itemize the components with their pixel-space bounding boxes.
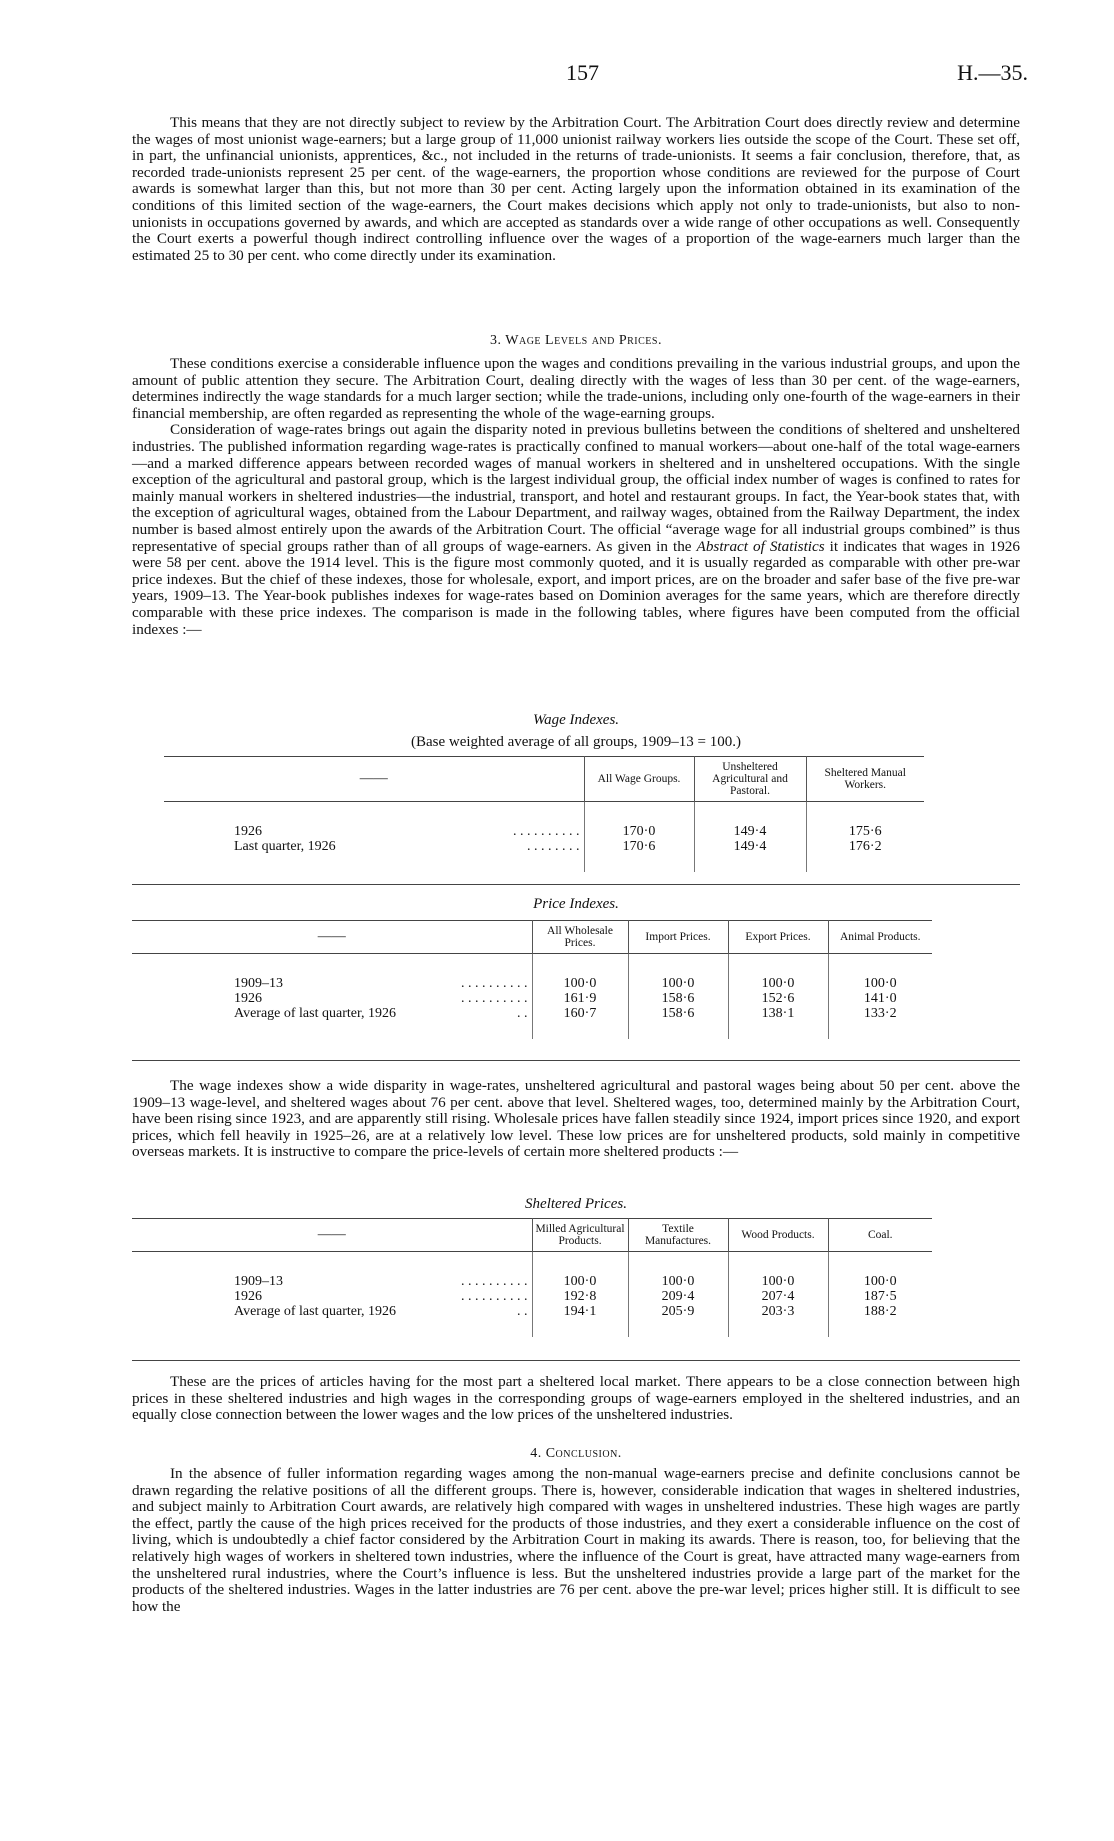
row-label: 1909–13 (234, 976, 283, 991)
wage-indexes-table (164, 756, 924, 872)
sheltered-table-stub-header: —— (317, 1227, 346, 1242)
table-cell: 149·4 (694, 839, 806, 872)
section-3-body (132, 356, 1020, 638)
price-table-stub-header: —— (317, 929, 346, 944)
leader-dots: . . (517, 1304, 528, 1319)
table-cell: 141·0 (828, 991, 932, 1006)
row-label: Last quarter, 1926 (234, 839, 336, 854)
page-number: 157 (566, 60, 599, 85)
table-cell: 152·6 (728, 991, 828, 1006)
price-table-col-wholesale: All Wholesale Prices. (532, 921, 628, 954)
price-table-header-row (132, 921, 932, 954)
section-4-body (132, 1466, 1020, 1615)
table-cell: 175·6 (806, 824, 924, 839)
leader-dots: . . . . . . . . . . (461, 991, 528, 1006)
table-row (164, 824, 924, 839)
table-cell: 158·6 (628, 1006, 728, 1039)
table-cell: 194·1 (532, 1304, 628, 1337)
section-3-paragraph-2 (132, 422, 1020, 638)
row-label: 1926 (234, 991, 262, 1006)
row-label: Average of last quarter, 1926 (234, 1304, 397, 1319)
table-cell: 149·4 (694, 824, 806, 839)
row-label: 1926 (234, 824, 262, 839)
price-table-col-import: Import Prices. (628, 921, 728, 954)
sheltered-prices-table (132, 1218, 932, 1337)
table-cell: 100·0 (532, 1274, 628, 1289)
row-label: 1926 (234, 1289, 262, 1304)
table-cell: 100·0 (728, 1274, 828, 1289)
middle-section (132, 1078, 1020, 1161)
sheltered-table-col-coal: Coal. (828, 1219, 932, 1252)
table-cell: 209·4 (628, 1289, 728, 1304)
leader-dots: . . (517, 1006, 528, 1021)
table-cell: 176·2 (806, 839, 924, 872)
table-cell: 161·9 (532, 991, 628, 1006)
table-cell: 205·9 (628, 1304, 728, 1337)
table-cell: 160·7 (532, 1006, 628, 1039)
middle-paragraph: The wage indexes show a wide disparity in wage-rates, unsheltered agricultural and pastoral wages being about 50 per cent. above the 1909–13 wage-level, and sheltered wages about 76 per cent. above that level. Sheltered wages, too, determined mainly by the Arbitration Court, have been rising since 1923, and are apparently still rising. Wholesale prices have fallen steadily since 1924, import prices since 1920, and export prices, which fell heavily in 1925–26, are at a relatively low level. These low prices are for unsheltered products, sold mainly in competitive overseas markets. It is instructive to compare the price-levels of certain more sheltered products :— (132, 1077, 1020, 1161)
table-cell: 207·4 (728, 1289, 828, 1304)
table-cell: 100·0 (532, 976, 628, 991)
table-cell: 188·2 (828, 1304, 932, 1337)
after-sheltered-section (132, 1374, 1020, 1424)
sheltered-table-col-milled: Milled Agricultural Products. (532, 1219, 628, 1252)
sheltered-table-caption: Sheltered Prices. (525, 1196, 627, 1212)
table-cell: 133·2 (828, 1006, 932, 1039)
row-label: 1909–13 (234, 1274, 283, 1289)
table-cell: 100·0 (828, 976, 932, 991)
price-table-caption: Price Indexes. (533, 896, 619, 912)
sheltered-table-header-row (132, 1219, 932, 1252)
leader-dots: . . . . . . . . . . (513, 824, 580, 839)
price-table-col-export: Export Prices. (728, 921, 828, 954)
table-row (132, 976, 932, 991)
price-indexes-table (132, 920, 932, 1039)
sheltered-table-bottom-rule (132, 1360, 1020, 1361)
section-4-paragraph: In the absence of fuller information regarding wages among the non-manual wage-earners precise and definite conclusions cannot be drawn regarding the relative positions of all the different groups. There is, however, considerable indication that wages in sheltered industries, and subject mainly to Arbitration Court awards, are relatively high compared with wages in unsheltered industries. These high wages are partly the effect, partly the cause of the high prices received for the products of those industries, and they exert a considerable influence on the cost of living, which is undoubtedly a chief factor considered by the Arbitration Court in making its awards. There is reason, too, for believing that the relatively high wages of workers in sheltered town industries, where the influence of the Court is great, have attracted many wage-earners from the unsheltered rural industries, where the Court’s influence is less. But the unsheltered industries provide a large part of the market for the products of the sheltered industries. Wages in the latter industries are 76 per cent. above the pre-war level; prices higher still. It is difficult to see how the (132, 1465, 1020, 1615)
wage-table-bottom-rule (132, 884, 1020, 885)
table-cell: 170·6 (584, 839, 694, 872)
table-row (132, 1006, 932, 1039)
section-4-heading: 4. Conclusion. (530, 1446, 622, 1461)
wage-table-col-all-wage-groups: All Wage Groups. (584, 757, 694, 802)
table-row (132, 1289, 932, 1304)
table-cell: 100·0 (628, 1274, 728, 1289)
row-label: Average of last quarter, 1926 (234, 1006, 397, 1021)
section-3-heading: 3. Wage Levels and Prices. (490, 333, 662, 348)
table-row (164, 839, 924, 872)
after-sheltered-paragraph: These are the prices of articles having for the most part a sheltered local market. There appears to be a close connection between high prices in these sheltered industries and high wages in the corresponding groups of wage-earners employed in the sheltered industries, and an equally close connection between the lower wages and the low prices of the unsheltered industries. (132, 1373, 1020, 1424)
table-cell: 187·5 (828, 1289, 932, 1304)
wage-table-col-sheltered: Sheltered Manual Workers. (806, 757, 924, 802)
leader-dots: . . . . . . . . (527, 839, 580, 854)
table-cell: 138·1 (728, 1006, 828, 1039)
leader-dots: . . . . . . . . . . (461, 976, 528, 991)
table-cell: 100·0 (828, 1274, 932, 1289)
table-cell: 158·6 (628, 991, 728, 1006)
abstract-of-statistics-title: Abstract of Statistics (696, 537, 825, 555)
leader-dots: . . . . . . . . . . (461, 1289, 528, 1304)
page-header (0, 60, 1114, 90)
price-table-bottom-rule (132, 1060, 1020, 1061)
wage-table-subcaption: (Base weighted average of all groups, 1909–13 = 100.) (410, 734, 742, 750)
leader-dots: . . . . . . . . . . (461, 1274, 528, 1289)
wage-table-stub-header: —— (359, 771, 388, 786)
table-row (132, 1274, 932, 1289)
wage-table-caption: Wage Indexes. (532, 712, 620, 728)
section-3-paragraph-2-part-1: Consideration of wage-rates brings out again the disparity noted in previous bulletins between the conditions of sheltered and unsheltered industries. The published information regarding wage-rates is practically confined to manual workers—about one-half of the total wage-earners—and a marked difference appears between recorded wages of manual workers in sheltered and in unsheltered occupations. With the single exception of the agricultural and pastoral group, which is the largest individual group, the official index number of wages is confined to rates for mainly manual workers in sheltered industries—the industrial, transport, and hotel and restaurant groups. In fact, the Year-book states that, with the exception of agricultural wages, obtained from the Labour Department, and railway wages, obtained from the Railway Department, the index number is based almost entirely upon the awards of the Arbitration Court. The official “average wage for all industrial groups combined” is thus representative of special groups rather than of all groups of wage-earners. As given in the (132, 421, 1020, 555)
document-reference: H.—35. (957, 60, 1028, 85)
table-cell: 100·0 (628, 976, 728, 991)
table-row (132, 991, 932, 1006)
wage-table-header-row (164, 757, 924, 802)
intro-section (132, 115, 1020, 264)
table-cell: 192·8 (532, 1289, 628, 1304)
sheltered-table-col-textile: Textile Manufactures. (628, 1219, 728, 1252)
section-3-paragraph-2-part-2: it indicates that wages in 1926 were 58 per cent. above the 1914 level. This is the figure most commonly quoted, and it is usually regarded as comparable with other pre-war price indexes. But the chief of these indexes, those for wholesale, export, and import prices, are on the broader and safer base of the five pre-war years, 1909–13. The Year-book publishes indexes for wage-rates based on Dominion averages for the same years, which are therefore directly comparable with these price indexes. The comparison is made in the following tables, where figures have been computed from the official indexes :— (132, 537, 1020, 638)
wage-table-col-unsheltered: Unsheltered Agricultural and Pastoral. (694, 757, 806, 802)
table-cell: 203·3 (728, 1304, 828, 1337)
table-cell: 170·0 (584, 824, 694, 839)
price-table-col-animal: Animal Products. (828, 921, 932, 954)
intro-paragraph: This means that they are not directly subject to review by the Arbitration Court. The Arbitration Court does directly review and determine the wages of most unionist wage-earners; but a large group of 11,000 unionist railway workers lies outside the scope of the Court. These set off, in part, the unfinancial unionists, apprentices, &c., not included in the returns of trade-unionists. It seems a fair conclusion, therefore, that, as recorded trade-unionists represent 25 per cent. of the wage-earners, the proportion whose conditions are reviewed for the purpose of Court awards is somewhat larger than this, but not more than 30 per cent. Acting largely upon the information obtained in its examination of the conditions of this limited section of the wage-earners, the Court makes decisions which apply not only to trade-unionists, but also to non-unionists in occupations governed by awards, and which are accepted as standards over a wide range of other occupations as well. Consequently the Court exerts a powerful though indirect controlling influence over the wages of a proportion of the wage-earners much larger than the estimated 25 to 30 per cent. who come directly under its examination. (132, 114, 1020, 264)
sheltered-table-col-wood: Wood Products. (728, 1219, 828, 1252)
table-row (132, 1304, 932, 1337)
table-cell: 100·0 (728, 976, 828, 991)
section-3-paragraph-1: These conditions exercise a considerable influence upon the wages and conditions prevailing in the various industrial groups, and upon the amount of public attention they secure. The Arbitration Court, dealing directly with the wages of less than 30 per cent. of the wage-earners, determines indirectly the wage standards for a much larger section; while the trade-unions, including only one-fourth of the wage-earners in their financial membership, are often regarded as representing the whole of the wage-earning groups. (132, 355, 1020, 422)
